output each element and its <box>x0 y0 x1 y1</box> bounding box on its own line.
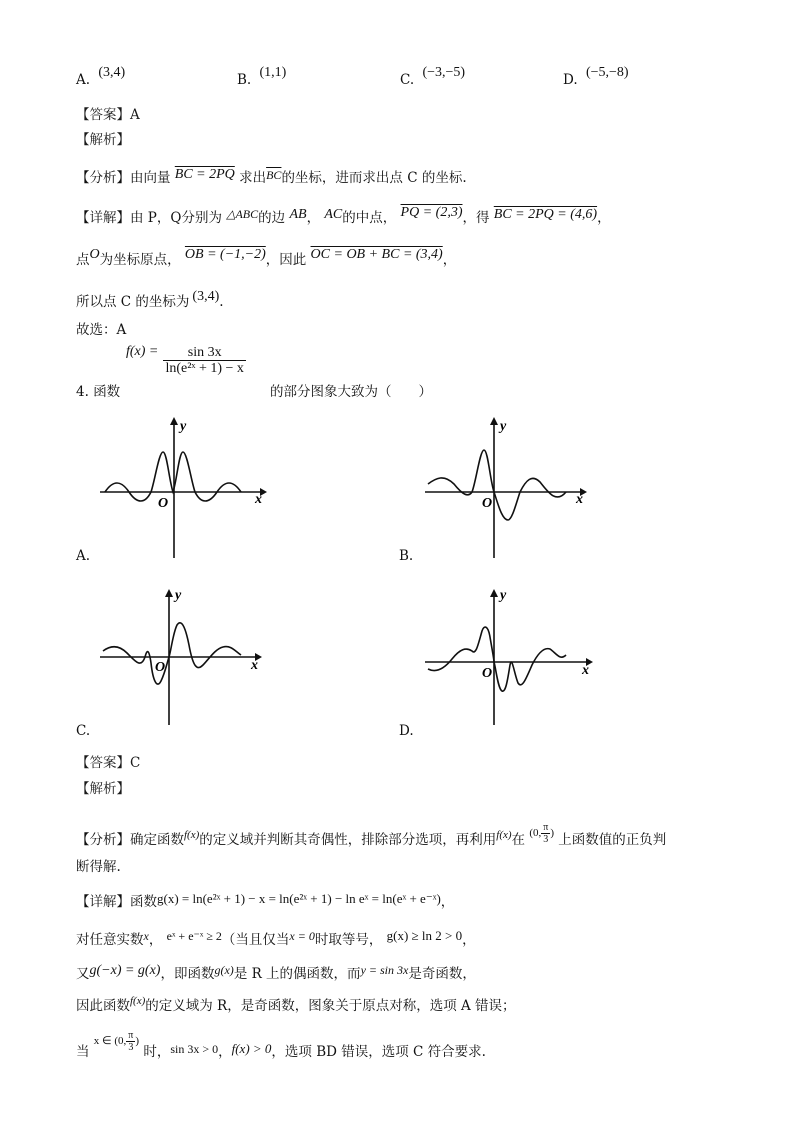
text: 时， <box>143 1044 171 1060</box>
denominator: 3 <box>128 1041 134 1053</box>
origin-label: O <box>155 660 166 675</box>
curve <box>428 450 566 520</box>
detail-label: 【详解】 <box>76 210 130 226</box>
text: ， <box>442 252 457 268</box>
formula: f(x) > 0 <box>231 1041 272 1056</box>
curve <box>105 452 241 501</box>
text: 所以点 C 的坐标为 <box>76 294 190 310</box>
formula: O <box>89 247 100 262</box>
origin-label: O <box>158 496 169 511</box>
q3-option-a <box>76 65 126 89</box>
q3-option-b <box>237 65 287 89</box>
text: ，因此 <box>265 252 307 268</box>
text: 是奇函数， <box>408 966 476 982</box>
formula: AB <box>289 207 307 222</box>
text: 时取等号， <box>314 932 383 948</box>
formula: x <box>143 929 149 943</box>
formula-numerator: sin 3x <box>163 345 245 361</box>
q4-analysis-label: 【解析】 <box>76 781 130 797</box>
formula: OC = OB + BC = (3,4) <box>310 247 443 262</box>
formula-lhs: f(x) = <box>126 344 159 359</box>
numerator: π <box>128 1029 134 1041</box>
fenxi-label: 【分析】 <box>76 832 130 848</box>
formula: △ABC <box>226 207 259 221</box>
text: ， <box>597 210 611 226</box>
text: 函数 <box>93 384 121 400</box>
graph-a-label: A. <box>76 548 91 564</box>
text: 为坐标原点， <box>99 252 181 268</box>
option-letter: D. <box>563 72 578 88</box>
text: 函数 <box>130 894 157 910</box>
pi-over-3 <box>541 822 550 845</box>
formula-fraction <box>163 345 245 376</box>
q3-option-c <box>400 65 466 89</box>
q3-option-d <box>563 65 629 89</box>
interval <box>93 1029 140 1053</box>
option-value: (−3,−5) <box>422 65 466 80</box>
x-label: x <box>251 658 258 673</box>
formula: x = 0 <box>289 929 315 943</box>
text: 的定义域并判断其奇偶性，排除部分选项，再利用 <box>199 832 497 848</box>
option-value: (1,1) <box>259 65 287 80</box>
q3-detail-line2 <box>76 248 456 269</box>
formula: AC <box>324 207 343 222</box>
origin-label: O <box>482 496 493 511</box>
text: ， <box>306 210 321 226</box>
text: 上函数值的正负判 <box>558 832 667 848</box>
question-number: 4. <box>76 384 89 400</box>
y-label: y <box>180 419 187 434</box>
text: （当且仅当 <box>221 932 290 948</box>
q4-answer <box>76 751 140 771</box>
pi-over-3 <box>126 1030 135 1053</box>
q4-question <box>76 380 120 400</box>
text: 当 <box>76 1044 90 1060</box>
text: 是 R 上的偶函数，而 <box>233 966 361 982</box>
option-letter: B. <box>237 72 252 88</box>
text: ， <box>218 1044 232 1060</box>
q4-question-tail: 的部分图象大致为（ ） <box>270 384 432 400</box>
q4-fenxi-line1 <box>76 821 667 853</box>
formula: BC = 2PQ <box>174 167 235 182</box>
q3-detail-line1 <box>76 206 611 227</box>
formula: g(−x) = g(x) <box>89 963 161 978</box>
curve <box>428 627 566 691</box>
formula: f(x) <box>496 829 512 841</box>
formula: g(x) = ln(e²ˣ + 1) − x = ln(e²ˣ + 1) − ln eˣ = ln(eˣ + e⁻ˣ) <box>157 891 441 906</box>
text: 在 <box>511 832 526 848</box>
option-letter: C. <box>400 72 415 88</box>
q4-function-formula <box>126 345 246 376</box>
formula: PQ = (2,3) <box>400 205 463 220</box>
graph-c <box>95 585 275 730</box>
origin-label: O <box>482 666 493 681</box>
formula: f(x) <box>184 829 200 841</box>
interval-open: (0, <box>529 827 542 839</box>
formula: f(x) <box>130 995 146 1007</box>
formula: y = sin 3x <box>360 963 409 977</box>
interval-close: ) <box>135 1035 140 1047</box>
q4-detail-line4 <box>76 994 516 1014</box>
formula: BC = 2PQ = (4,6) <box>493 207 598 222</box>
answer-value: C <box>130 755 141 771</box>
text: 又 <box>76 966 90 982</box>
graph-b <box>420 410 600 560</box>
q4-detail-line3 <box>76 962 476 983</box>
graph-b-label: B. <box>399 548 414 564</box>
text: ，得 <box>462 210 490 226</box>
text: ， <box>148 932 163 948</box>
y-axis-arrow <box>165 589 173 597</box>
y-label: y <box>175 588 182 603</box>
q3-analysis-label: 【解析】 <box>76 132 130 148</box>
y-axis-arrow <box>490 417 498 425</box>
interval-close: ) <box>550 827 554 839</box>
answer-label: 【答案】 <box>76 107 130 123</box>
text: ， <box>440 894 455 910</box>
formula: (3,4) <box>192 289 220 304</box>
option-letter: A. <box>76 72 91 88</box>
q4-detail-line2 <box>76 928 476 948</box>
q3-fenxi <box>76 166 467 187</box>
answer-value: A <box>130 107 140 123</box>
q3-answer <box>76 103 140 123</box>
formula-denominator: ln(e²ˣ + 1) − x <box>165 361 244 376</box>
text: . <box>219 294 224 310</box>
q3-detail-line3 <box>76 290 224 311</box>
formula: g(x) <box>214 963 234 977</box>
text: ，选项 BD 错误，选项 C 符合要求. <box>271 1044 486 1060</box>
formula: OB = (−1,−2) <box>184 247 266 262</box>
formula: sin 3x > 0 <box>170 1042 219 1056</box>
q4-fenxi-line2: 断得解. <box>76 859 121 875</box>
q4-detail-line1 <box>76 890 454 910</box>
graph-d <box>420 585 600 730</box>
text: 的边 <box>258 210 286 226</box>
detail-label: 【详解】 <box>76 894 130 910</box>
q3-choose: 故选：A <box>76 322 127 338</box>
text: 的定义域为 R，是奇函数，图象关于原点对称，选项 A 错误； <box>145 998 516 1014</box>
text: ，即函数 <box>160 966 215 982</box>
text: 求出 <box>239 170 267 186</box>
y-label: y <box>500 588 507 603</box>
text: 由向量 <box>130 170 171 186</box>
graph-d-label: D. <box>399 723 414 739</box>
fenxi-label: 【分析】 <box>76 170 130 186</box>
text: 确定函数 <box>130 832 184 848</box>
text: 对任意实数 <box>76 932 144 948</box>
text: 因此函数 <box>76 998 130 1014</box>
formula: eˣ + e⁻ˣ ≥ 2 <box>166 929 222 943</box>
formula: g(x) ≥ ln 2 > 0 <box>386 928 463 943</box>
answer-label: 【答案】 <box>76 755 130 771</box>
text: 的坐标，进而求出点 C 的坐标. <box>281 170 467 186</box>
graph-c-label: C. <box>76 723 91 739</box>
y-label: y <box>500 419 507 434</box>
y-axis-arrow <box>490 589 498 597</box>
x-label: x <box>255 492 262 507</box>
interval <box>529 821 554 845</box>
curve <box>103 623 241 684</box>
text: 由 P，Q分别为 <box>130 210 222 226</box>
y-axis-arrow <box>170 417 178 425</box>
text: 点 <box>76 252 90 268</box>
x-label: x <box>582 663 589 678</box>
x-label: x <box>576 492 583 507</box>
q4-detail-line5 <box>76 1029 486 1065</box>
option-value: (−5,−8) <box>585 65 629 80</box>
numerator: π <box>543 821 549 833</box>
formula: $\overline{BC}$ <box>266 168 282 182</box>
text: ， <box>462 932 476 948</box>
denominator: 3 <box>543 833 549 845</box>
graph-a <box>95 410 275 560</box>
option-value: (3,4) <box>98 65 126 80</box>
text: 的中点， <box>342 210 397 226</box>
interval-open: x ∈ (0, <box>93 1035 127 1047</box>
